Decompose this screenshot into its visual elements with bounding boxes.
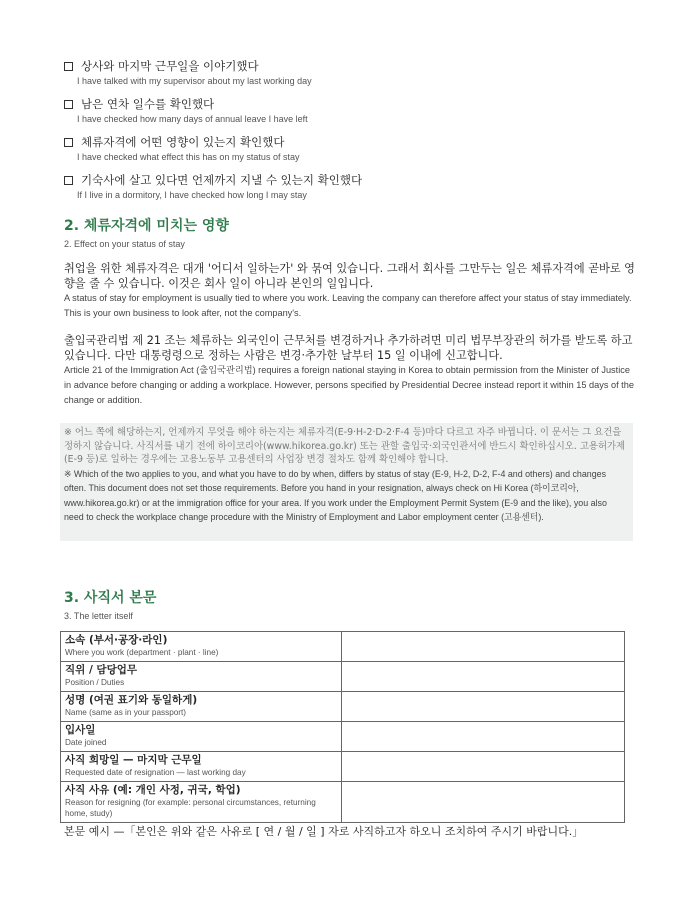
section-3-title: 3. 사직서 본문 [64, 590, 157, 606]
checklist-item-ko: 상사와 마지막 근무일을 이야기했다 [81, 59, 259, 73]
section-3-subtitle: 3. The letter itself [64, 611, 133, 621]
form-label [61, 662, 342, 692]
form-label [61, 782, 342, 823]
form-label-en: Name (same as in your passport) [65, 708, 187, 717]
paragraph-ko: 출입국관리법 제 21 조는 체류하는 외국인이 근무처를 변경하거나 추가하려면 미리 법무부장관의 허가를 받도록 하고 있습니다. 다만 대통령령으로 정하는 사람은 변경·추가한 날부터 15 일 이내에 신고합니다. [64, 334, 633, 362]
paragraph-en: A status of stay for employment is usually tied to where you work. Leaving the company can therefore affect your status of stay immediately. This is your own business to look after, not the company's. [64, 293, 632, 318]
form-row [61, 632, 625, 662]
checklist-item-ko: 기숙사에 살고 있다면 언제까지 지낼 수 있는지 확인했다 [81, 173, 363, 187]
checklist-item-en: I have checked how many days of annual leave I have left [77, 114, 308, 124]
checklist-item [64, 96, 308, 126]
paragraph-immigration-act [64, 333, 636, 408]
paragraph-en: Article 21 of the Immigration Act (출입국관리법) requires a foreign national staying in Korea to obtain permission from the Minister of Justice in advance before changing or adding a workplace. However, persons specified by Presidential Decree instead report it within 15 days of the change or addition. [64, 365, 634, 405]
checkbox[interactable] [64, 100, 73, 109]
checklist-item-en: I have checked what effect this has on my status of stay [77, 152, 300, 162]
checklist-item [64, 172, 362, 202]
notice-box [60, 423, 633, 541]
form-label-ko: 직위 / 담당업무 [65, 664, 138, 676]
paragraph-stay-tie [64, 261, 636, 321]
form-label-en: Requested date of resignation — last working day [65, 768, 246, 777]
form-value-department[interactable] [341, 632, 624, 662]
form-label-ko: 입사일 [65, 724, 96, 736]
checklist-item [64, 58, 312, 88]
form-row [61, 662, 625, 692]
notice-en: ※ Which of the two applies to you, and what you have to do by when, differs by status of stay (E-9, H-2, D-2, F-4 and others) and changes often. This document does not set those requirements. Before you hand in your resignation, always check on Hi Korea (하이코리아, www.hikorea.go.kr) or at the immigration office for your area. If you work under the Employment Permit System (E-9 and the like), you also need to check the workplace change procedure with the Ministry of Employment and Labor employment center (고용센터). [64, 468, 607, 522]
notice-ko: ※ 어느 쪽에 해당하는지, 언제까지 무엇을 해야 하는지는 체류자격(E-9·H-2·D-2·F-4 등)마다 다르고 자주 바뀝니다. 이 문서는 그 요건을 정하지 않습니다. 사직서를 내기 전에 하이코리아(www.hikorea.go.kr) 또는 관할 출입국·외국인관서에 반드시 확인하십시오. 고용허가제(E-9 등)로 일하는 경우에는 고용노동부 고용센터의 사업장 변경 절차도 함께 확인해야 합니다. [64, 427, 626, 465]
form-label-ko: 사직 희망일 — 마지막 근무일 [65, 754, 202, 766]
form-value-resignation-date[interactable] [341, 752, 624, 782]
form-row [61, 722, 625, 752]
form-label-ko: 소속 (부서·공장·라인) [65, 634, 168, 646]
form-label [61, 722, 342, 752]
letter-form-table [60, 631, 625, 823]
checklist-item [64, 134, 299, 164]
checkbox[interactable] [64, 62, 73, 71]
form-label [61, 752, 342, 782]
checklist-item-ko: 남은 연차 일수를 확인했다 [81, 97, 215, 111]
form-row [61, 692, 625, 722]
paragraph-ko: 취업을 위한 체류자격은 대개 '어디서 일하는가' 와 묶여 있습니다. 그래서 회사를 그만두는 일은 체류자격에 곧바로 영향을 줄 수 있습니다. 이것은 회사 일이 아니라 본인의 일입니다. [64, 262, 635, 290]
checklist-item-en: If I live in a dormitory, I have checked how long I may stay [77, 190, 307, 200]
section-2-subtitle: 2. Effect on your status of stay [64, 239, 185, 249]
form-value-name[interactable] [341, 692, 624, 722]
section-2-title: 2. 체류자격에 미치는 영향 [64, 218, 229, 234]
checkbox[interactable] [64, 176, 73, 185]
form-value-date-joined[interactable] [341, 722, 624, 752]
form-label-en: Where you work (department · plant · line) [65, 648, 219, 657]
checklist-item-ko: 체류자격에 어떤 영향이 있는지 확인했다 [81, 135, 285, 149]
form-label-ko: 성명 (여권 표기와 동일하게) [65, 694, 198, 706]
form-label-ko: 사직 사유 (예: 개인 사정, 귀국, 학업) [65, 784, 241, 796]
form-label-en: Date joined [65, 738, 107, 747]
form-label [61, 632, 342, 662]
form-label [61, 692, 342, 722]
form-value-reason[interactable] [341, 782, 624, 823]
checkbox[interactable] [64, 138, 73, 147]
form-value-position[interactable] [341, 662, 624, 692]
checklist-item-en: I have talked with my supervisor about my last working day [77, 76, 312, 86]
form-row [61, 752, 625, 782]
form-row [61, 782, 625, 823]
form-label-en: Reason for resigning (for example: personal circumstances, returning home, study) [65, 798, 316, 818]
form-label-en: Position / Duties [65, 678, 125, 687]
example-sentence: 본문 예시 —「본인은 위와 같은 사유로 [ 연 / 월 / 일 ] 자로 사직하고자 하오니 조치하여 주시기 바랍니다.」 [64, 825, 584, 838]
